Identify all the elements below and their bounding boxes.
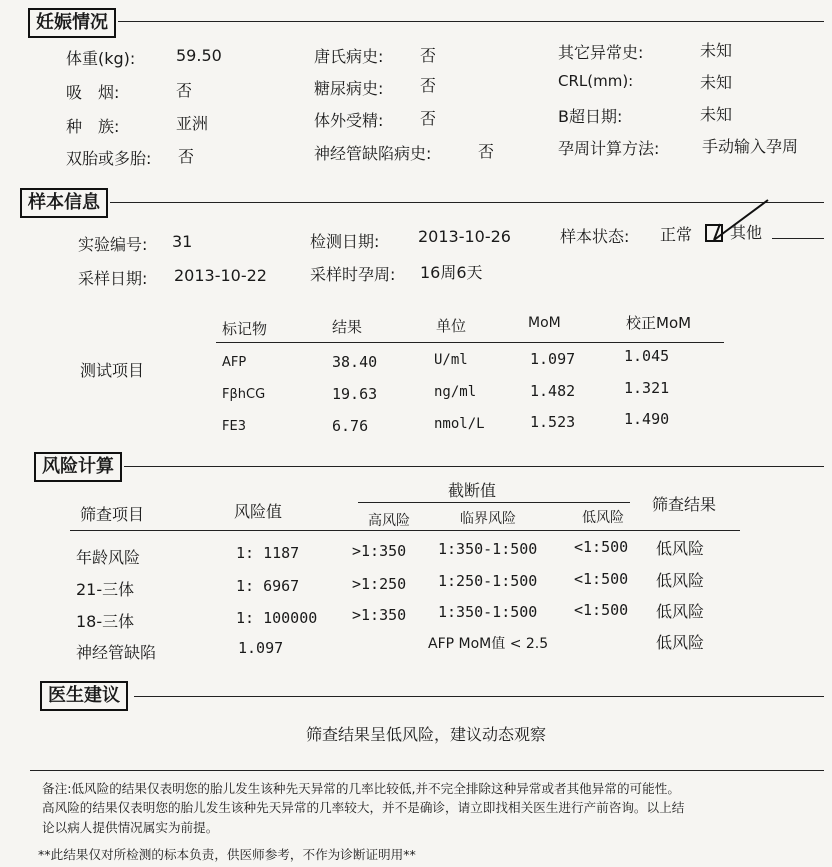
unit-header: 单位 bbox=[436, 317, 467, 335]
note-line: 论以病人提供情况属实为前提。 bbox=[42, 820, 219, 835]
diabetes-value: 否 bbox=[420, 76, 437, 95]
mom-cell: 1.523 bbox=[530, 413, 576, 431]
doctor-advice-text: 筛查结果呈低风险，建议动态观察 bbox=[306, 725, 547, 744]
marker-header: 标记物 bbox=[222, 320, 268, 338]
borderline-cutoff-cell: 1:250-1:500 bbox=[438, 572, 538, 590]
section-divider bbox=[124, 466, 824, 467]
ntd-cutoff-cell: AFP MoM值 < 2.5 bbox=[428, 636, 549, 652]
note-line: 高风险的结果仅表明您的胎儿发生该种先天异常的几率较大，并不是确诊，请立即找相关医生进行产前咨询。以上结 bbox=[42, 800, 685, 815]
borderline-cutoff-cell: 1:350-1:500 bbox=[438, 540, 538, 558]
risk-item-cell: 年龄风险 bbox=[76, 548, 141, 567]
screening-result-header: 筛查结果 bbox=[652, 495, 717, 514]
smoke-value: 否 bbox=[176, 81, 193, 100]
section-title-sample: 样本信息 bbox=[20, 188, 108, 218]
risk-result-cell: 低风险 bbox=[656, 571, 705, 590]
risk-result-cell: 低风险 bbox=[656, 539, 705, 558]
risk-value-cell: 1: 1187 bbox=[236, 544, 300, 562]
corrected-mom-header: 校正MoM bbox=[626, 314, 692, 332]
low-cutoff-cell: <1:500 bbox=[574, 538, 629, 556]
test-date-value: 2013-10-26 bbox=[418, 227, 511, 246]
risk-value-cell: 1: 6967 bbox=[236, 577, 300, 595]
mom-header: MoM bbox=[528, 315, 561, 331]
disclaimer-line: **此结果仅对所检测的标本负责，供医师参考，不作为诊断证明用** bbox=[38, 847, 416, 862]
corrected-mom-cell: 1.045 bbox=[624, 347, 670, 365]
ultrasound-date-value: 未知 bbox=[700, 105, 733, 124]
twins-value: 否 bbox=[178, 147, 195, 166]
unit-cell: U/ml bbox=[434, 352, 468, 368]
test-date-label: 检测日期: bbox=[310, 232, 380, 251]
status-other: 其他 bbox=[730, 223, 763, 242]
risk-item-cell: 21-三体 bbox=[76, 580, 135, 599]
risk-result-cell: 低风险 bbox=[656, 633, 705, 652]
ga-method-value: 手动输入孕周 bbox=[702, 137, 799, 156]
collect-date-label: 采样日期: bbox=[78, 269, 148, 288]
crl-value: 未知 bbox=[700, 73, 733, 92]
twins-label: 双胎或多胎: bbox=[66, 149, 152, 168]
other-history-label: 其它异常史: bbox=[558, 43, 644, 62]
mom-cell: 1.482 bbox=[530, 382, 576, 400]
weight-label: 体重(kg): bbox=[66, 49, 136, 68]
note-line: 备注:低风险的结果仅表明您的胎儿发生该种先天异常的几率比较低,并不完全排除这种异常或者其他异常的可能性。 bbox=[42, 781, 680, 796]
lab-number-value: 31 bbox=[172, 232, 193, 251]
marker-cell: AFP bbox=[222, 355, 247, 370]
borderline-risk-header: 临界风险 bbox=[460, 511, 516, 527]
sample-status-label: 样本状态: bbox=[560, 227, 630, 246]
section-divider bbox=[134, 696, 824, 697]
high-cutoff-cell: >1:350 bbox=[352, 606, 407, 624]
section-divider bbox=[118, 21, 824, 22]
section-title-advice: 医生建议 bbox=[40, 681, 128, 711]
cutoff-divider bbox=[358, 502, 630, 503]
race-label: 种 族: bbox=[66, 117, 120, 136]
low-risk-header: 低风险 bbox=[582, 510, 624, 526]
risk-value-cell: 1: 100000 bbox=[236, 609, 318, 627]
other-history-value: 未知 bbox=[700, 41, 733, 60]
table-header-line bbox=[70, 530, 740, 531]
high-cutoff-cell: >1:250 bbox=[352, 575, 407, 593]
result-cell: 38.40 bbox=[332, 353, 378, 371]
collect-date-value: 2013-10-22 bbox=[174, 266, 267, 285]
crl-label: CRL(mm): bbox=[558, 72, 634, 90]
ntd-history-value: 否 bbox=[478, 142, 495, 161]
borderline-cutoff-cell: 1:350-1:500 bbox=[438, 603, 538, 621]
mom-cell: 1.097 bbox=[530, 350, 576, 368]
status-normal: 正常 bbox=[660, 225, 693, 244]
ivf-label: 体外受精: bbox=[314, 111, 384, 130]
result-header: 结果 bbox=[332, 318, 363, 336]
diabetes-label: 糖尿病史: bbox=[314, 79, 384, 98]
high-cutoff-cell: >1:350 bbox=[352, 542, 407, 560]
table-header-line bbox=[216, 342, 724, 343]
status-other-line bbox=[772, 238, 824, 239]
collect-ga-label: 采样时孕周: bbox=[310, 265, 396, 284]
unit-cell: nmol/L bbox=[434, 416, 485, 432]
risk-result-cell: 低风险 bbox=[656, 602, 705, 621]
high-risk-header: 高风险 bbox=[368, 513, 410, 529]
section-title-risk: 风险计算 bbox=[34, 452, 122, 482]
collect-ga-value: 16周6天 bbox=[420, 263, 483, 282]
risk-value-cell: 1.097 bbox=[238, 639, 284, 657]
corrected-mom-cell: 1.490 bbox=[624, 410, 670, 428]
low-cutoff-cell: <1:500 bbox=[574, 601, 629, 619]
section-title-pregnancy: 妊娠情况 bbox=[28, 8, 116, 38]
risk-item-cell: 神经管缺陷 bbox=[76, 643, 157, 662]
corrected-mom-cell: 1.321 bbox=[624, 379, 670, 397]
risk-value-header: 风险值 bbox=[234, 502, 283, 521]
test-items-label: 测试项目 bbox=[80, 361, 145, 380]
result-cell: 19.63 bbox=[332, 385, 378, 403]
risk-item-cell: 18-三体 bbox=[76, 612, 135, 631]
marker-cell: FβhCG bbox=[222, 387, 266, 402]
down-history-value: 否 bbox=[420, 46, 437, 65]
cutoff-header: 截断值 bbox=[448, 481, 497, 500]
ivf-value: 否 bbox=[420, 109, 437, 128]
ga-method-label: 孕周计算方法: bbox=[558, 139, 660, 158]
ultrasound-date-label: B超日期: bbox=[558, 107, 623, 126]
lab-number-label: 实验编号: bbox=[78, 235, 148, 254]
race-value: 亚洲 bbox=[176, 114, 209, 133]
low-cutoff-cell: <1:500 bbox=[574, 570, 629, 588]
notes-divider bbox=[30, 770, 824, 771]
unit-cell: ng/ml bbox=[434, 384, 477, 400]
ntd-history-label: 神经管缺陷病史: bbox=[314, 144, 432, 163]
smoke-label: 吸 烟: bbox=[66, 83, 120, 102]
down-history-label: 唐氏病史: bbox=[314, 47, 384, 66]
screening-item-header: 筛查项目 bbox=[80, 505, 145, 524]
result-cell: 6.76 bbox=[332, 417, 369, 435]
weight-value: 59.50 bbox=[176, 46, 222, 65]
marker-cell: FE3 bbox=[222, 419, 246, 434]
